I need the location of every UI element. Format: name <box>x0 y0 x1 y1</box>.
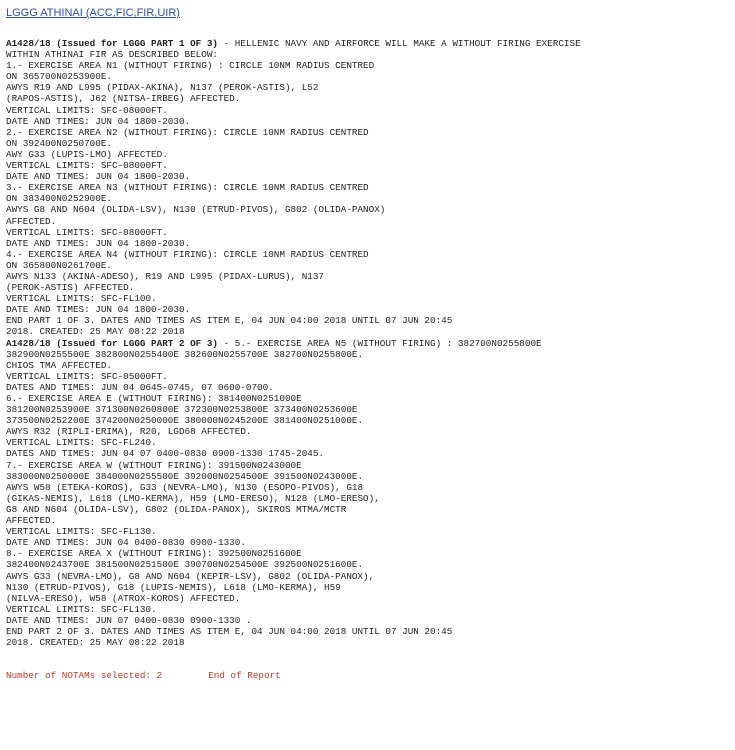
notam-line: ON 392400N0250700E. <box>6 137 113 149</box>
end-of-report-label: End of Report <box>208 670 281 682</box>
notam-line: 8.- EXERCISE AREA X (WITHOUT FIRING): 392500N0251600E <box>6 548 302 560</box>
notam-line: G8 AND N604 (OLIDA-LSV), G802 (OLIDA-PANOX), SKIROS MTMA/MCTR <box>6 503 347 515</box>
fir-title-link[interactable]: LGGG ATHINAI (ACC,FIC,FIR,UIR) <box>6 7 180 19</box>
notam-line: 383000N0250000E 384000N0255500E 392000N0254500E 391500N0243000E. <box>6 470 364 482</box>
notam-line: 381200N0253900E 371300N0260800E 372300N0253800E 373400N0253600E <box>6 404 358 416</box>
notam-line: AFFECTED. <box>6 515 57 527</box>
notam-line: VERTICAL LIMITS: SFC-08000FT. <box>6 160 168 172</box>
notam-body <box>6 49 731 337</box>
notam-report <box>6 3 731 681</box>
notam-line: VERTICAL LIMITS: SFC-05000FT. <box>6 370 168 382</box>
notam-line: 4.- EXERCISE AREA N4 (WITHOUT FIRING): CIRCLE 10NM RADIUS CENTRED <box>6 248 369 260</box>
notam-line: AFFECTED. <box>6 215 57 227</box>
notam-body <box>6 349 731 649</box>
notam-line: AWYS R19 AND L995 (PIDAX-AKINA), N137 (PEROK-ASTIS), L52 <box>6 82 319 94</box>
notam-line: 1.- EXERCISE AREA N1 (WITHOUT FIRING) : CIRCLE 10NM RADIUS CENTRED <box>6 60 375 72</box>
notam-line: 3.- EXERCISE AREA N3 (WITHOUT FIRING): CIRCLE 10NM RADIUS CENTRED <box>6 182 369 194</box>
notam-line: VERTICAL LIMITS: SFC-08000FT. <box>6 226 168 238</box>
notam-line: 382900N0255500E 382800N0255400E 382600N0255700E 382700N0255800E. <box>6 348 364 360</box>
notam-line: N130 (ETRUD-PIVOS), G18 (LUPIS-NEMIS), L618 (LMO-KERMA), H59 <box>6 581 341 593</box>
notam-line: AWYS N133 (AKINA-ADESO), R19 AND L995 (PIDAX-LURUS), N137 <box>6 270 325 282</box>
notam-line: DATE AND TIMES: JUN 04 1800-2030. <box>6 171 191 183</box>
notam-first-line: - HELLENIC NAVY AND AIRFORCE WILL MAKE A WITHOUT FIRING EXERCISE <box>218 38 581 49</box>
notam-line: VERTICAL LIMITS: SFC-FL130. <box>6 603 157 615</box>
notam-line: AWY G33 (LUPIS-LMO) AFFECTED. <box>6 148 168 160</box>
notam-line: AWYS R32 (RIPLI-ERIMA), R20, LGD68 AFFECTED. <box>6 426 252 438</box>
notam-first-line: - 5.- EXERCISE AREA N5 (WITHOUT FIRING) : 382700N0255800E <box>218 337 542 349</box>
notam-line: VERTICAL LIMITS: SFC-FL100. <box>6 293 157 305</box>
notam-line: END PART 1 OF 3. DATES AND TIMES AS ITEM E, 04 JUN 04:00 2018 UNTIL 07 JUN 20:45 <box>6 315 453 327</box>
notam-line: VERTICAL LIMITS: SFC-FL130. <box>6 526 157 538</box>
notam-line: 382400N0243700E 381500N0251500E 390700N0254500E 392500N0251600E. <box>6 559 364 571</box>
notam-line: VERTICAL LIMITS: SFC-FL240. <box>6 437 157 449</box>
notam-line: AWYS W58 (ETEKA-KOROS), G33 (NEVRA-LMO), N130 (ESOPO-PIVOS), G18 <box>6 481 364 493</box>
notam-line: CHIOS TMA AFFECTED. <box>6 359 113 371</box>
notam-line: DATE AND TIMES: JUN 04 1800-2030. <box>6 237 191 249</box>
notam-line: (RAPOS-ASTIS), J62 (NITSA-IRBEG) AFFECTED. <box>6 93 241 105</box>
notam-line: 373500N0252200E 374200N0250000E 380000N0245200E 381400N0251000E. <box>6 415 364 427</box>
notam-line: DATES AND TIMES: JUN 04 07 0400-0830 0900-1330 1745-2045. <box>6 448 325 460</box>
notam-line: ON 383400N0252900E. <box>6 193 113 205</box>
notam-line: AWYS G33 (NEVRA-LMO), G8 AND N604 (KEPIR-LSV), G802 (OLIDA-PANOX), <box>6 570 375 582</box>
notam-entry-1 <box>6 38 731 338</box>
notam-line: DATE AND TIMES: JUN 04 1800-2030. <box>6 115 191 127</box>
notam-reference: A1428/18 (Issued for LGGG PART 2 OF 3) <box>6 337 219 349</box>
notam-line: 2018. CREATED: 25 MAY 08:22 2018 <box>6 326 185 338</box>
notam-line: DATE AND TIMES: JUN 04 1800-2030. <box>6 304 191 316</box>
notam-line: ON 365800N0261700E. <box>6 259 113 271</box>
report-footer <box>6 670 731 681</box>
notam-line: 7.- EXERCISE AREA W (WITHOUT FIRING): 391500N0243000E <box>6 459 302 471</box>
notam-line: (GIKAS-NEMIS), L618 (LMO-KERMA), H59 (LMO-ERESO), N128 (LMO-ERESO), <box>6 492 380 504</box>
notam-line: 2018. CREATED: 25 MAY 08:22 2018 <box>6 637 185 649</box>
notam-line: END PART 2 OF 3. DATES AND TIMES AS ITEM E, 04 JUN 04:00 2018 UNTIL 07 JUN 20:45 <box>6 625 453 637</box>
notam-line: DATES AND TIMES: JUN 04 0645-0745, 07 0600-0700. <box>6 381 274 393</box>
notam-line: DATE AND TIMES: JUN 07 0400-0830 0900-1330 . <box>6 614 252 626</box>
notam-line: AWYS G8 AND N604 (OLIDA-LSV), N130 (ETRUD-PIVOS), G802 (OLIDA-PANOX) <box>6 204 386 216</box>
notam-entry-2 <box>6 338 731 649</box>
notam-line: 6.- EXERCISE AREA E (WITHOUT FIRING): 381400N0251000E <box>6 393 302 404</box>
notam-line: (PEROK-ASTIS) AFFECTED. <box>6 282 135 294</box>
notam-line: (NILVA-ERESO), W58 (ATROX-KOROS) AFFECTED. <box>6 592 241 604</box>
notam-line: DATE AND TIMES: JUN 04 0400-0830 0900-1330. <box>6 537 246 549</box>
notam-line: VERTICAL LIMITS: SFC-08000FT. <box>6 104 168 116</box>
notam-reference: A1428/18 (Issued for LGGG PART 1 OF 3) <box>6 38 219 49</box>
notam-line: 2.- EXERCISE AREA N2 (WITHOUT FIRING): CIRCLE 10NM RADIUS CENTRED <box>6 126 369 138</box>
notam-line: ON 365700N0253900E. <box>6 71 113 83</box>
notam-count-label: Number of NOTAMs selected: 2 <box>6 670 163 682</box>
notam-line: WITHIN ATHINAI FIR AS DESCRIBED BELOW: <box>6 49 219 61</box>
